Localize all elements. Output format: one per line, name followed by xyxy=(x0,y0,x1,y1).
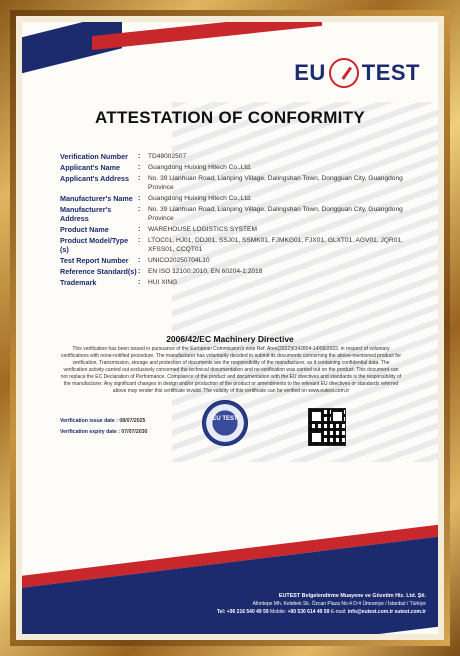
field-row: Applicant's Name : Guangdong Huixing Hitech Co.,Ltd. xyxy=(60,163,252,172)
top-red-stripe xyxy=(92,22,322,50)
certificate xyxy=(22,22,438,634)
document-title: ATTESTATION OF CONFORMITY xyxy=(94,108,366,127)
footer-web-link[interactable]: eutest.com.tr xyxy=(394,609,426,615)
field-row: Trademark : HUI XING xyxy=(60,278,178,287)
eutest-seal-icon: EU TEST xyxy=(202,400,248,446)
field-row: Product Name : WAREHOUSE LOGISTICS SYSTEM xyxy=(60,225,257,234)
logo-emblem-icon xyxy=(329,58,359,88)
footer-address: Altıntepe Mh. Kelebek Sk. Özcan Plaza No:4 D:4 Ümraniye / İstanbul / Türkiye xyxy=(252,601,426,607)
issue-date: 08/07/2025 xyxy=(119,418,146,424)
field-row: Product Model/Type (s) : LTOC01, HJ01, DDJ01, SSJ01, SSMK01, FJMKG01, FJX01, GLXT01, AGV01, JQR01, XFSS01, CCQT01 xyxy=(60,236,403,254)
field-row: Test Report Number : UNICO20250704L10 xyxy=(60,256,210,265)
qr-code-icon[interactable] xyxy=(308,408,346,446)
top-blue-stripe xyxy=(22,22,122,76)
footer-company: EUTEST Belgelendirme Muayene ve Gözetim Hiz. Ltd. Şti. xyxy=(278,593,426,599)
details-list xyxy=(60,152,420,289)
issue-date-line: Verification issue date : 08/07/2025 xyxy=(60,418,146,424)
footer-email-link[interactable]: info@eutest.com.tr xyxy=(347,609,394,615)
expiry-date: 07/07/2030 xyxy=(121,429,148,435)
field-row: Verification Number : TD48002507 xyxy=(60,152,187,161)
footer-contacts: Tel: +90 216 540 49 59 Mobile: +90 530 614 49 59 E-mail: info@eutest.com.tr eutest.com.tr xyxy=(216,609,426,615)
footer-blue-band xyxy=(22,534,438,634)
field-row: Applicant's Address : No. 39 Lianhuan Road, Lianping Village, Dalingshan Town, Dongguan City, Guangdong Province xyxy=(60,174,403,191)
body-paragraph: This verification has been issued in pursuance of the European Commission's note Ref. Ares(2022)6342804-14/09/2022, in respect of voluntary certifications with none-notified procedure. The manufacturer has voluntarily decided to submit its documents concerning the above-mentioned product for verification. Transmission, storage and protection of documents are the responsibility of the manufacturer, as it containing confidential data. The verification activity carried out exclusively concerned the technical documentation and no verification was carried out on the product. This document can not replace the EC Declaration of Performance. Compliance of the product and documentation with the EU directives and standards is the responsibility of the manufacturer. Any significant changes in design and/or production of the product or amendments to the relevant EU directives or standards referred above may render this certificate invalid. The validity of this certificate can be verified on www.eutest.com.tr xyxy=(60,346,402,394)
field-row: Reference Standard(s) : EN ISO 12100:2010, EN 60204-1:2018 xyxy=(60,267,263,276)
validity-dates xyxy=(60,416,147,438)
field-row: Manufacturer's Name : Guangdong Huixing Hitech Co.,Ltd. xyxy=(60,194,252,203)
field-row: Manufacturer's Address : No. 39 Lianhuan Road, Lianping Village, Dalingshan Town, Dongguan City, Guangdong Province xyxy=(60,205,403,223)
footer-contact xyxy=(86,592,426,616)
expiry-date-line: Verification expiry date : 07/07/2030 xyxy=(60,429,148,435)
eutest-logo: EU TEST xyxy=(294,58,420,88)
directive-heading: 2006/42/EC Machinery Directive xyxy=(166,334,294,344)
